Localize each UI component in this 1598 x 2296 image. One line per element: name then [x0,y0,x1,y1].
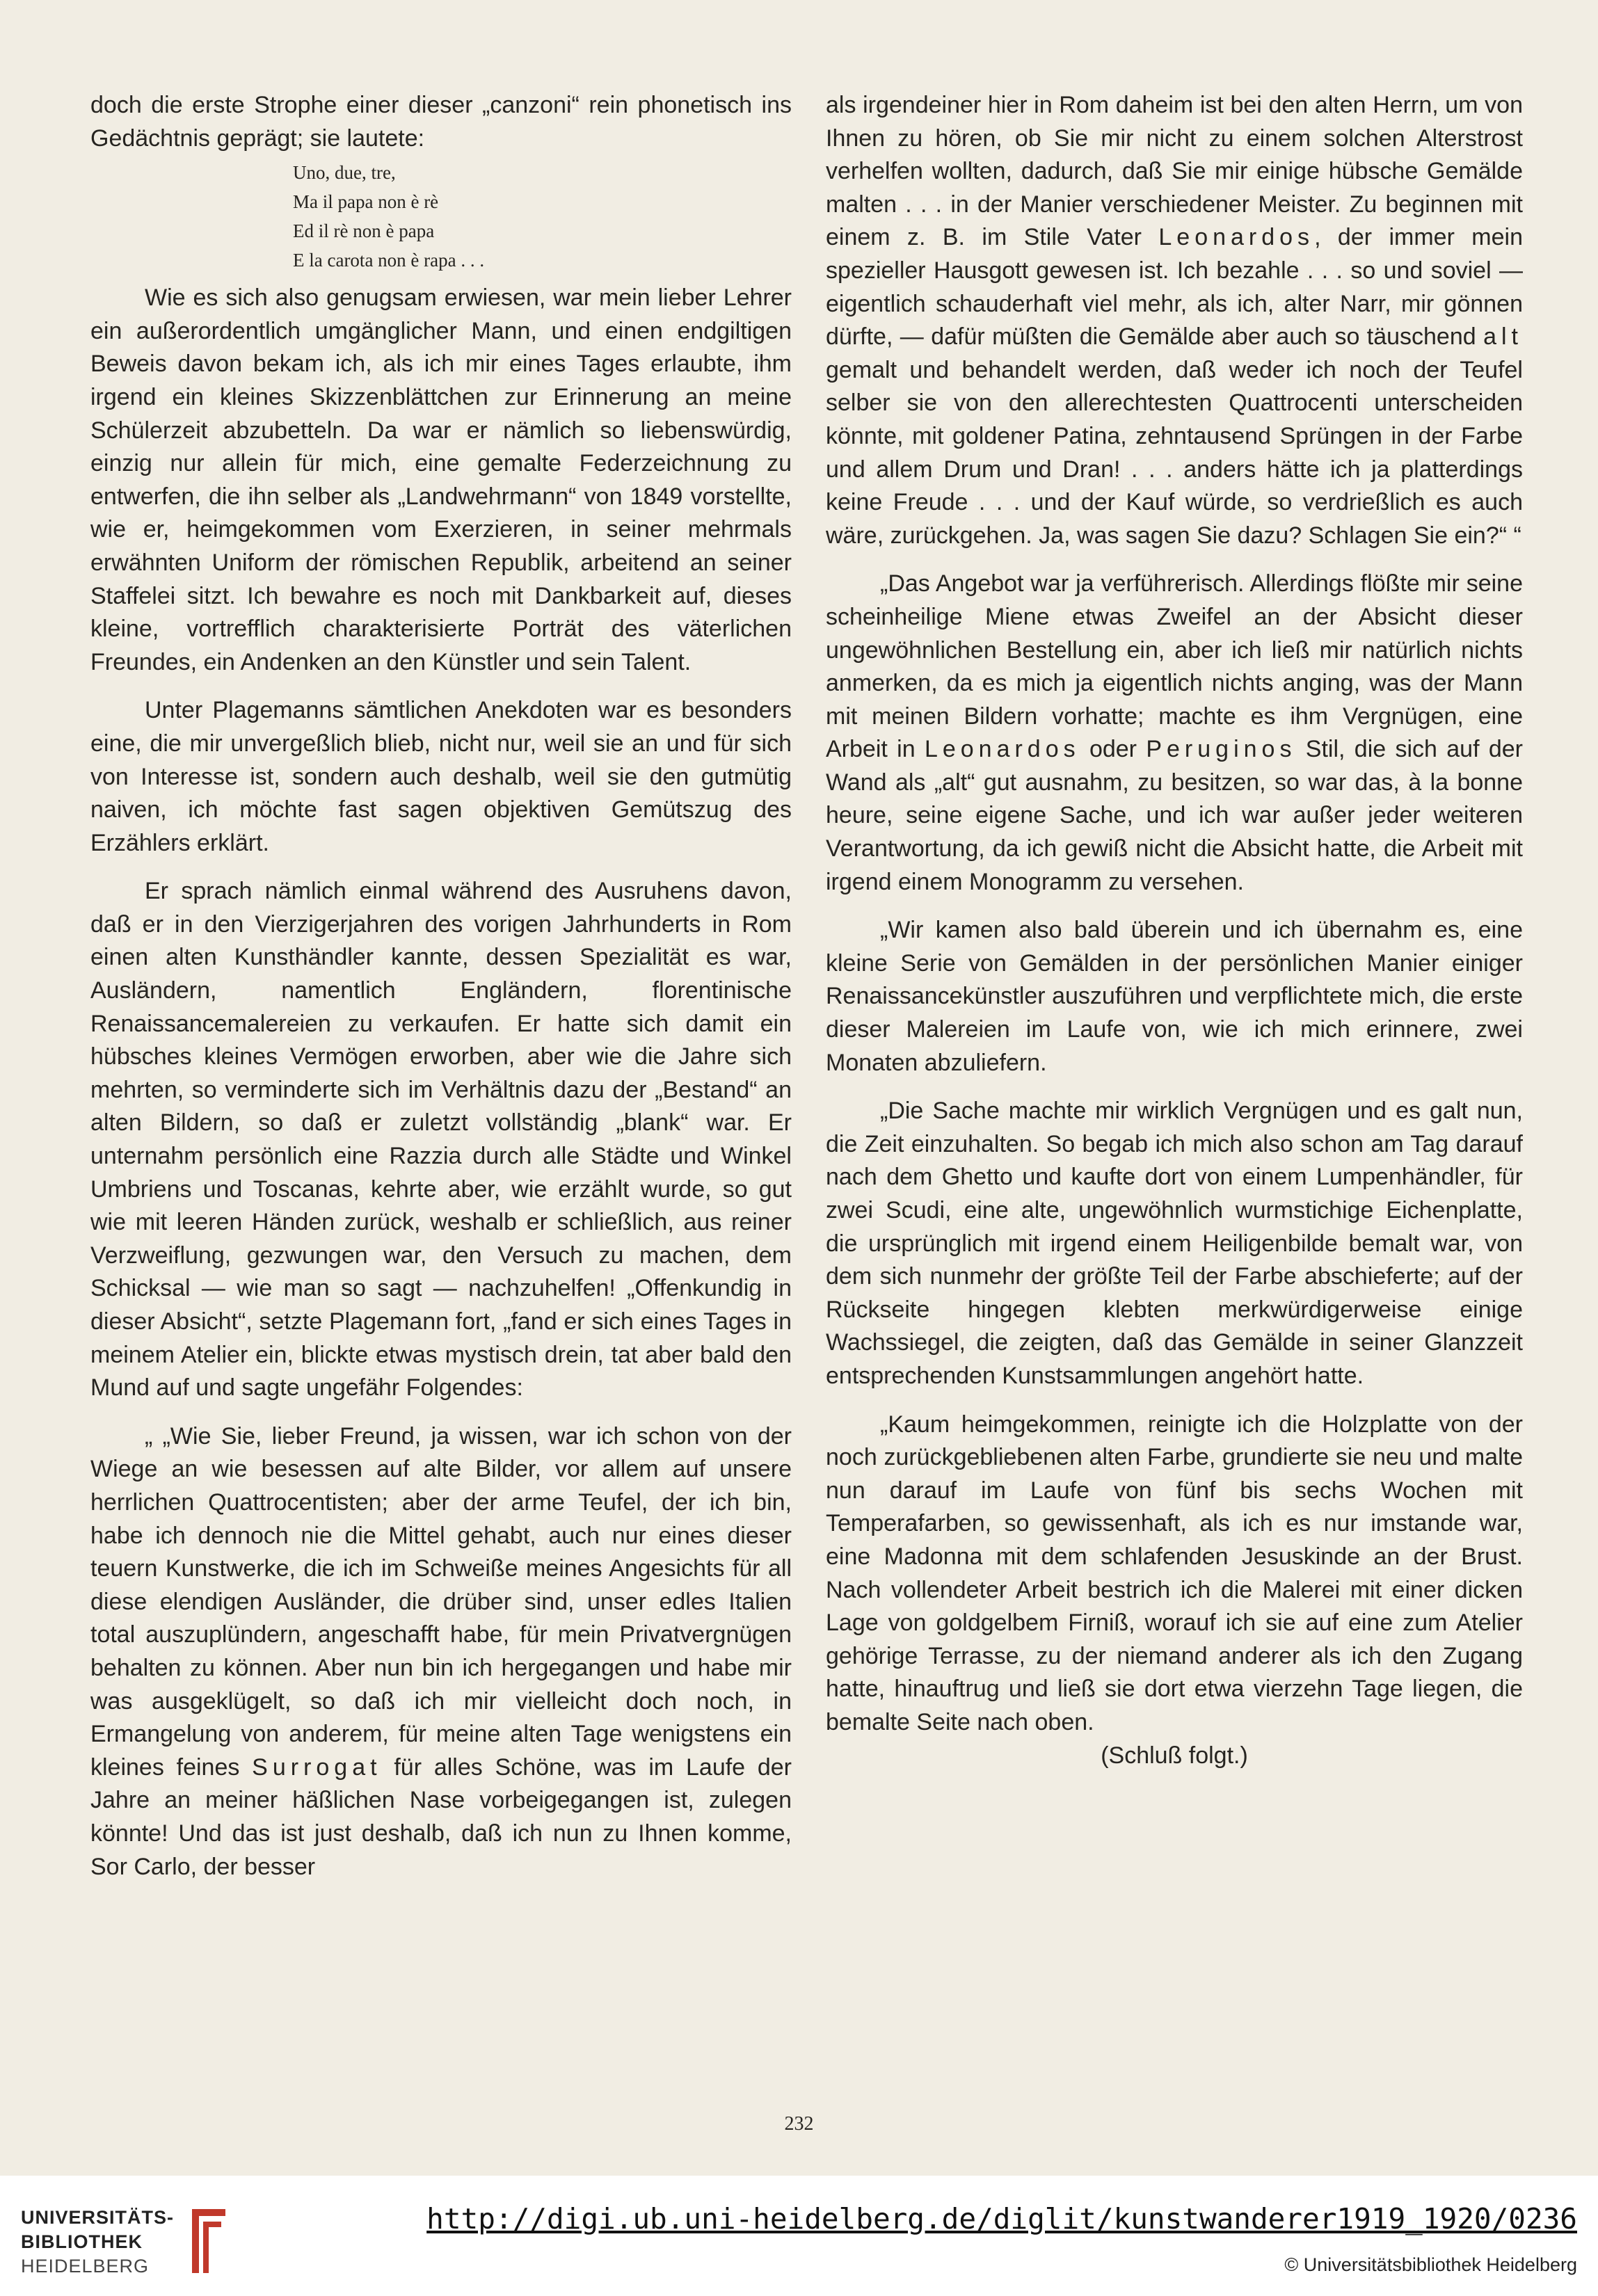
logo-text-line: HEIDELBERG [21,2256,150,2277]
text-span: „Das Angebot war ja verführerisch. Allerdings flößte mir seine scheinheilige Miene etwas Zweifel an der Absicht dieser ungewöhnlichen Bestellung ein, aber ich ließ mir natürlich nichts anmerken, da es mich ja eigentlich nichts anging, was der Mann mit meinen Bildern vorhatte; machte es ihm Vergnügen, eine Arbeit in [826,570,1523,763]
paragraph [90,1420,792,1884]
right-column [826,89,1523,1772]
logo-text-line: UNIVERSITÄTS- [21,2207,175,2228]
paragraph: Er sprach nämlich einmal während des Ausruhens davon, daß er in den Vierzigerjahren des vorigen Jahrhunderts in Rom einen alten Kunsthändler kannte, dessen Spezialität es war, Ausländern, namentlich Engländern, florentinische Renaissancemalereien zu verkaufen. Er hatte sich damit ein hübsches kleines Vermögen erworben, aber wie die Jahre sich mehrten, so verminderte sich im Verhältnis dazu der „Bestand“ an alten Bildern, so daß er zuletzt vollständig „blank“ war. Er unternahm persönlich eine Razzia durch alle Städte und Winkel Umbriens und Toscanas, kehrte aber, wie erzählt wurde, so gut wie mit leeren Händen zurück, weshalb er schließlich, aus reiner Verzweiflung, gezwungen war, den Versuch zu machen, dem Schicksal — wie man so sagt — nachzuhelfen! „Offenkundig in dieser Absicht“, setzte Plagemann fort, „fand er sich eines Tages in meinem Atelier ein, blickte etwas mystisch drein, tat aber bald den Mund auf und sagte ungefähr Folgendes: [90,878,792,1402]
spaced-emphasis: Leonardos [924,736,1080,763]
paragraph: Unter Plagemanns sämtlichen Anekdoten war es besonders eine, die mir unvergeßlich blieb, nicht nur, weil sie an und für sich von Interesse ist, sondern auch deshalb, weil sie den gutmütig naiven, ich möchte fast sagen objektiven Gemütszug des Erzählers erklärt. [90,697,792,856]
text-span: gemalt und behandelt werden, daß weder ich noch der Teufel selber sie von den allerechtesten Quattrocenti unterscheiden könnte, mit goldener Patina, zehntausend Sprüngen in der Farbe und allem Drum und Dran! . . . anders hätte ich ja platterdings keine Freude . . . und der Kauf würde, so verdrießlich es auch wäre, zurückgehen. Ja, was sagen Sie dazu? Schlagen Sie ein?“ “ [826,356,1523,549]
text-span: Stil, die sich auf der Wand als „alt“ gut ausnahm, zu besitzen, so war das, à la bonne heure, seine eigene Sache, und ich war außer jeder weiteren Verantwortung, da ich gewiß nicht die Absicht hatte, die Arbeit mit irgend einem Monogramm zu versehen. [826,736,1523,895]
paragraph: doch die erste Strophe einer dieser „canzoni“ rein phonetisch ins Gedächtnis geprägt; sie lautete: [90,92,792,152]
paragraph: Wie es sich also genugsam erwiesen, war mein lieber Lehrer ein außerordentlich umgänglicher Mann, und einen endgiltigen Beweis davon bekam ich, als ich mir eines Tages erlaubte, ihm irgend ein kleines Skizzenblättchen zur Erinnerung an meine Schülerzeit abzubetteln. Da war er nämlich so liebenswürdig, einzig nur allein für mich, eine gemalte Federzeichnung zu entwerfen, die ihn selber als „Landwehrmann“ von 1849 vorstellte, wie er, heimgekommen vom Exerzieren, in seiner mehrmals erwähnten Uniform der römischen Republik, arbeitend an seiner Staffelei sitzt. Ich bewahre es noch mit Dankbarkeit auf, dieses kleine, vortrefflich charakterisierte Porträt des väterlichen Freundes, ein Andenken an den Künstler und sein Talent. [90,284,792,675]
copyright-notice: © Universitätsbibliothek Heidelberg [1284,2254,1577,2275]
paragraph: „Die Sache machte mir wirklich Vergnügen und es galt nun, die Zeit einzuhalten. So begab ich mich also schon am Tag darauf nach dem Ghetto und kaufte dort von einem Lumpenhändler, für zwei Scudi, eine alte, ungewöhnlich wurmstichige Eichenplatte, die ursprünglich mit irgend einem Heiligenbilde bemalt war, von dem sich nunmehr der größte Teil der Farbe abschieferte; auf der Rückseite hingegen klebten merkwürdigerweise einige Wachssiegel, die zeigten, daß das Gemälde in seiner Glanzzeit entsprechenden Kunstsammlungen angehört hatte. [826,1098,1523,1389]
spaced-emphasis: Peruginos [1146,736,1297,763]
text-span: oder [1089,736,1137,763]
spaced-emphasis: alt [1483,323,1523,351]
paragraph [826,89,1523,552]
spaced-emphasis: Leonardos [1158,224,1315,251]
paragraph: „Wir kamen also bald überein und ich übernahm es, eine kleine Serie von Gemälden in der persönlichen Manier einiger Renaissancekünstler auszuführen und verpflichtete mich, die erste dieser Malereien im Laufe von, wie ich mich erinnere, zwei Monaten abzuliefern. [826,917,1523,1076]
library-emblem-icon [182,2203,231,2280]
spaced-emphasis: Surrogat [252,1753,382,1781]
text-span: als irgendeiner hier in Rom daheim ist bei den alten Herrn, um von Ihnen zu hören, ob Sie mir nicht zu einem solchen Alterstrost verhelfen wollten, dadurch, daß Sie mir einige hübsche Gemälde malten . . . in der Manier verschiedener Meister. Zu beginnen mit einem z. B. im Stile Vater [826,92,1523,251]
text-span: für alles Schöne, was im Laufe der Jahre an meiner häßlichen Nase vorbeigegangen ist, zulegen könnte! Und das ist just deshalb, daß ich nun zu Ihnen komme, Sor Carlo, der besser [90,1753,792,1880]
logo-text-line: BIBLIOTHEK [21,2231,143,2252]
poem-verse [293,158,792,275]
left-column [90,89,792,1884]
paragraph [826,568,1523,899]
page-number: 232 [784,2113,814,2135]
footer-bar [0,2176,1598,2296]
library-logo [21,2203,230,2287]
verse-line: E la carota non è rapa . . . [293,250,485,271]
text-span: „ „Wie Sie, lieber Freund, ja wissen, war ich schon von der Wiege an wie besessen auf alte Bilder, vor allem auf unsere herrlichen Quattrocentisten; aber der arme Teufel, der ich bin, habe ich dennoch nie die Mittel gehabt, auch nur eines dieser teuern Kunstwerke, die ich im Schweiße meines Angesichts für all diese elendigen Ausländer, die drüber sind, unser edles Italien total auszuplündern, angeschafft habe, für mein Privatvergnügen behalten zu können. Aber nun bin ich hergegangen und habe mir was ausgeklügelt, so daß ich mir vielleicht doch noch, in Ermangelung von anderem, für meine alten Tage wenigstens ein kleines feines [90,1422,792,1781]
permalink-url[interactable]: http://digi.ub.uni-heidelberg.de/diglit/kunstwanderer1919_1920/0236 [426,2202,1577,2235]
paragraph: „Kaum heimgekommen, reinigte ich die Holzplatte von der noch zurückgebliebenen alten Farbe, grundierte sie neu und malte nun darauf im Laufe von fünf bis sechs Wochen mit Temperafarben, so gewissenhaft, als ich es nur imstande war, eine Madonna mit dem schlafenden Jesuskinde an der Brust. Nach vollendeter Arbeit bestrich ich die Malerei mit einer dicken Lage von goldgelbem Firniß, worauf ich sie auf eine zum Atelier gehörige Terrasse, zu der niemand anderer als ich den Zugang hatte, hinauftrug und ließ sie dort etwa vierzehn Tage liegen, die bemalte Seite nach oben. [826,1411,1523,1735]
verse-line: Ma il papa non è rè [293,191,439,213]
verse-line: Uno, due, tre, [293,162,396,184]
text-span: , der immer mein spezieller Hausgott gewesen ist. Ich bezahle . . . so und soviel — eigentlich schauderhaft viel mehr, als ich, alter Narr, mir gönnen dürfte, — dafür müßten die Gemälde aber auch so täuschend [826,224,1523,351]
verse-line: Ed il rè non è papa [293,220,435,242]
to-be-continued: (Schluß folgt.) [1101,1742,1248,1769]
